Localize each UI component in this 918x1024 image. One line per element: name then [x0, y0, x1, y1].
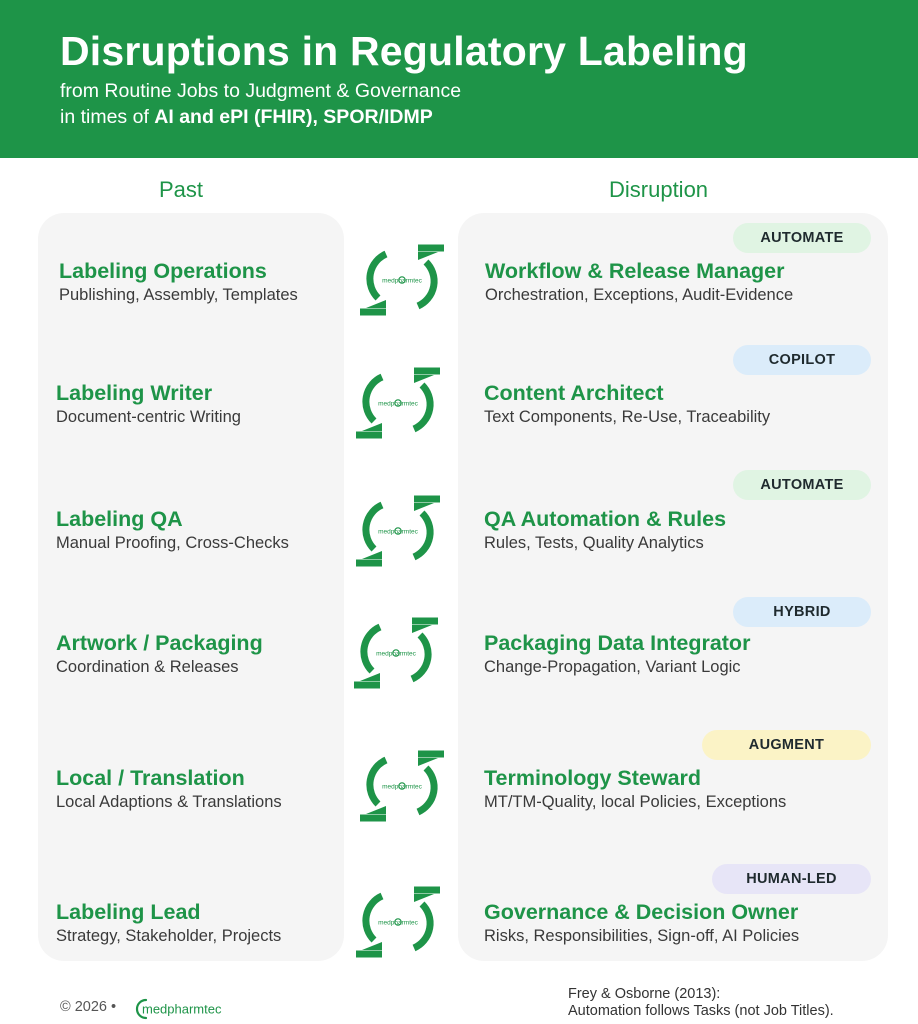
new-role-tasks: Text Components, Re-Use, Traceability — [484, 408, 771, 426]
disruption-panel — [458, 213, 888, 961]
cycle-arrows-icon — [352, 495, 444, 567]
past-role-2 — [56, 381, 241, 428]
past-role-tasks: Coordination & Releases — [56, 658, 239, 676]
new-role-tasks: Orchestration, Exceptions, Audit-Evidence — [485, 286, 794, 304]
cycle-arrows-icon — [356, 244, 448, 316]
past-role-6 — [56, 900, 281, 947]
past-role-5 — [56, 766, 282, 813]
icon-logo-text: medpharmtec — [382, 783, 422, 791]
page-title: Disruptions in Regulatory Labeling — [60, 28, 748, 74]
icon-logo-text: medpharmtec — [376, 650, 416, 658]
copyright: © 2026 • — [60, 999, 117, 1015]
source-line-2: Automation follows Tasks (not Job Titles). — [568, 1003, 834, 1019]
new-role-title: Content Architect — [484, 381, 664, 405]
badge-human-led: HUMAN-LED — [712, 864, 871, 894]
medpharmtec-logo-icon — [134, 997, 234, 1021]
badge-automate: AUTOMATE — [733, 470, 871, 500]
new-role-5 — [484, 766, 786, 813]
subtitle-line-2-prefix: in times of — [60, 106, 155, 128]
past-role-tasks: Strategy, Stakeholder, Projects — [56, 927, 282, 945]
past-panel — [38, 213, 344, 961]
new-role-title: QA Automation & Rules — [484, 507, 727, 531]
new-role-title: Workflow & Release Manager — [485, 259, 785, 283]
past-role-title: Labeling Lead — [56, 900, 201, 924]
past-role-tasks: Document-centric Writing — [56, 408, 241, 426]
past-role-title: Labeling Operations — [59, 259, 267, 283]
new-role-tasks: Rules, Tests, Quality Analytics — [484, 534, 704, 552]
past-role-title: Labeling QA — [56, 507, 183, 531]
badge-augment: AUGMENT — [702, 730, 871, 760]
new-role-title: Packaging Data Integrator — [484, 631, 751, 655]
past-role-tasks: Manual Proofing, Cross-Checks — [56, 534, 289, 552]
page-subtitle — [60, 78, 461, 130]
icon-logo-text: medpharmtec — [378, 919, 418, 927]
icon-logo-text: medpharmtec — [378, 528, 418, 536]
subtitle-line-2-bold: AI and ePI (FHIR), SPOR/IDMP — [154, 106, 433, 128]
new-role-tasks: Change-Propagation, Variant Logic — [484, 658, 741, 676]
column-heading-disruption: Disruption — [609, 177, 709, 202]
past-role-title: Labeling Writer — [56, 381, 213, 405]
cycle-arrows-icon — [352, 367, 444, 439]
new-role-title: Terminology Steward — [484, 766, 702, 790]
source-note — [568, 986, 834, 1020]
past-role-1 — [59, 259, 298, 306]
cycle-arrows-icon — [350, 617, 442, 689]
past-role-tasks: Local Adaptions & Translations — [56, 793, 282, 811]
new-role-6 — [484, 900, 799, 947]
past-role-4 — [56, 631, 263, 678]
icon-logo-text: medpharmtec — [378, 400, 418, 408]
icon-logo-text: medpharmtec — [382, 277, 422, 285]
new-role-3 — [484, 507, 726, 554]
past-role-title: Local / Translation — [56, 766, 245, 790]
past-role-tasks: Publishing, Assembly, Templates — [59, 286, 298, 304]
source-line-1: Frey & Osborne (2013): — [568, 986, 721, 1002]
cycle-arrows-icon — [356, 750, 448, 822]
new-role-tasks: MT/TM-Quality, local Policies, Exceptions — [484, 793, 787, 811]
cycle-arrows-icon — [352, 886, 444, 958]
footer-logo-text: medpharmtec — [142, 1001, 222, 1017]
new-role-title: Governance & Decision Owner — [484, 900, 799, 924]
subtitle-line-1: from Routine Jobs to Judgment & Governance — [60, 80, 462, 102]
subtitle-line-2 — [60, 104, 461, 130]
badge-automate: AUTOMATE — [733, 223, 871, 253]
header-banner — [0, 0, 918, 158]
column-heading-past: Past — [159, 177, 204, 202]
new-role-2 — [484, 381, 770, 428]
new-role-4 — [484, 631, 750, 678]
past-role-3 — [56, 507, 289, 554]
badge-copilot: COPILOT — [733, 345, 871, 375]
new-role-1 — [485, 259, 793, 306]
badge-hybrid: HYBRID — [733, 597, 871, 627]
new-role-tasks: Risks, Responsibilities, Sign-off, AI Policies — [484, 927, 800, 945]
past-role-title: Artwork / Packaging — [56, 631, 263, 655]
